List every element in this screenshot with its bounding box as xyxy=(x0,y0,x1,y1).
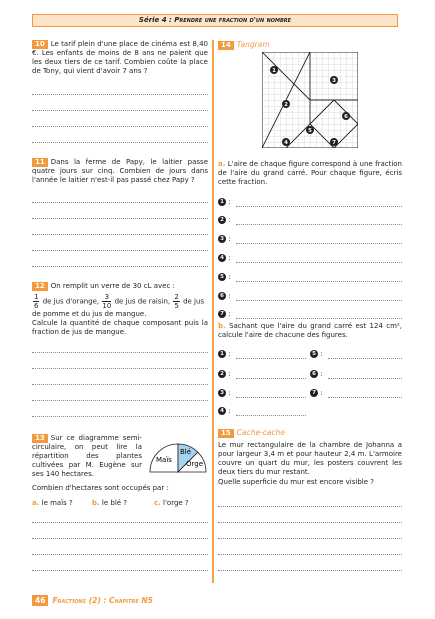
exercise-11 xyxy=(32,158,208,185)
answer-line[interactable] xyxy=(32,234,208,235)
tangram-figure xyxy=(262,52,358,148)
answer-line[interactable] xyxy=(218,570,402,571)
answer-line[interactable] xyxy=(236,397,306,398)
svg-text:3: 3 xyxy=(332,78,336,84)
fraction-raisin: $\frac{3}{10}$ xyxy=(102,293,112,310)
fraction-orange-label: de jus d'orange, xyxy=(42,297,100,306)
exercise-number: 14 xyxy=(218,41,234,50)
exercise-title: Tangram xyxy=(236,40,270,49)
exercise-15-heading xyxy=(218,428,285,438)
answer-line[interactable] xyxy=(32,352,208,353)
answer-line[interactable] xyxy=(236,262,402,263)
exercise-10 xyxy=(32,40,208,76)
fraction-raisin-label: de jus de raisin, xyxy=(114,297,171,306)
semicircle-diagram xyxy=(146,436,210,476)
answer-line[interactable] xyxy=(32,94,208,95)
answer-line[interactable] xyxy=(32,570,208,571)
fraction-pomme: $\frac{2}{5}$ xyxy=(174,293,179,310)
option-b: b. le blé ? xyxy=(92,499,128,507)
answer-line[interactable] xyxy=(32,400,208,401)
answer-line[interactable] xyxy=(32,250,208,251)
answer-a-7[interactable]: 7 : xyxy=(218,310,231,319)
svg-text:7: 7 xyxy=(332,140,336,146)
answer-line[interactable] xyxy=(32,384,208,385)
answer-b-5[interactable]: 5 : xyxy=(310,350,323,359)
exercise-number: 10 xyxy=(32,40,48,49)
answer-a-3[interactable]: 3 : xyxy=(218,235,231,244)
question-a: a. L'aire de chaque figure correspond à une fraction de l'aire du grand carré. Pour chaque figure, écris cette fraction. xyxy=(218,160,402,186)
exercise-text: Dans la ferme de Papy, le laitier passe quatre jours sur cinq. Combien de jours dans l'année le laitier n'est-il pas passé chez Papy ? xyxy=(32,158,208,184)
legend-ble: Blé xyxy=(180,448,192,456)
exercise-question: Calcule la quantité de chaque composant puis la fraction de jus de mangue. xyxy=(32,319,208,336)
answer-line[interactable] xyxy=(236,358,306,359)
answer-line[interactable] xyxy=(32,142,208,143)
svg-text:4: 4 xyxy=(284,140,288,146)
answer-line[interactable] xyxy=(32,218,208,219)
exercise-number: 11 xyxy=(32,158,48,167)
answer-line[interactable] xyxy=(218,554,402,555)
exercise-number: 13 xyxy=(32,434,48,443)
answer-line[interactable] xyxy=(32,368,208,369)
header-serie: Série 4 : xyxy=(138,16,172,24)
answer-line[interactable] xyxy=(236,243,402,244)
answer-line[interactable] xyxy=(236,318,402,319)
column-divider xyxy=(212,40,214,583)
page-footer xyxy=(32,595,153,606)
answer-line[interactable] xyxy=(32,416,208,417)
answer-line[interactable] xyxy=(32,126,208,127)
question-b: b. Sachant que l'aire du grand carré est 124 cm², calcule l'aire de chacune des figures. xyxy=(218,322,402,339)
exercise-text: Sur ce diagramme semi-circulaire, on peut lire la répartition des plantes cultivées par M. Eugène sur ses 140 hectares. xyxy=(32,434,142,478)
answer-b-3[interactable]: 3 : xyxy=(218,389,231,398)
question-b-text: Sachant que l'aire du grand carré est 124 cm², calcule l'aire de chacune des figures. xyxy=(218,322,402,339)
answer-line[interactable] xyxy=(32,202,208,203)
fraction-orange: $\frac{1}{6}$ xyxy=(34,293,39,310)
answer-b-7[interactable]: 7 : xyxy=(310,389,323,398)
exercise-text: Le mur rectangulaire de la chambre de Johanna a pour largeur 3,4 m et pour hauteur 2,4 m. L'armoire couvre un quart du mur, les posters couvrent les deux tiers du mur restant. xyxy=(218,441,402,476)
svg-text:6: 6 xyxy=(344,114,348,120)
answer-line[interactable] xyxy=(32,266,208,267)
answer-line[interactable] xyxy=(32,554,208,555)
exercise-15-text xyxy=(218,441,402,487)
svg-text:5: 5 xyxy=(308,128,312,134)
legend-orge: Orge xyxy=(186,460,204,468)
answer-line[interactable] xyxy=(236,378,306,379)
header-title: Prendre une fraction d'un nombre xyxy=(174,16,292,24)
page-number: 46 xyxy=(32,595,48,606)
answer-line[interactable] xyxy=(236,206,402,207)
answer-line[interactable] xyxy=(328,358,402,359)
answer-line[interactable] xyxy=(32,110,208,111)
exercise-number: 15 xyxy=(218,429,234,438)
legend-mais: Maïs xyxy=(156,456,172,464)
answer-a-1[interactable]: 1 : xyxy=(218,198,231,207)
exercise-13-question: Combien d'hectares sont occupés par : xyxy=(32,484,169,492)
answer-line[interactable] xyxy=(236,224,402,225)
answer-b-1[interactable]: 1 : xyxy=(218,350,231,359)
answer-b-4[interactable]: 4 : xyxy=(218,407,231,416)
chapter-title: Fractions (2) : Chapitre N5 xyxy=(52,596,153,605)
answer-b-2[interactable]: 2 : xyxy=(218,370,231,379)
exercise-question: Quelle superficie du mur est encore visible ? xyxy=(218,478,374,486)
svg-text:1: 1 xyxy=(272,68,276,74)
exercise-12 xyxy=(32,282,208,337)
exercise-text: Le tarif plein d'une place de cinéma est 8,40 €. Les enfants de moins de 8 ans ne paient que les deux tiers de ce tarif. Combien coûte la place de Tony, qui vient d'avoir 7 ans ? xyxy=(32,40,208,75)
answer-a-6[interactable]: 6 : xyxy=(218,292,231,301)
answer-line[interactable] xyxy=(218,538,402,539)
answer-line[interactable] xyxy=(328,397,402,398)
answer-line[interactable] xyxy=(32,522,208,523)
svg-text:2: 2 xyxy=(284,102,288,108)
answer-line[interactable] xyxy=(236,415,306,416)
answer-a-5[interactable]: 5 : xyxy=(218,273,231,282)
exercise-title: Cache-cache xyxy=(236,428,285,437)
exercise-line2: de pomme et du jus de mangue. xyxy=(32,310,147,318)
fraction-pomme-label: de jus xyxy=(183,297,205,306)
exercise-number: 12 xyxy=(32,282,48,291)
answer-a-4[interactable]: 4 : xyxy=(218,254,231,263)
exercise-14-heading xyxy=(218,40,270,50)
answer-line[interactable] xyxy=(328,378,402,379)
option-a: a. le maïs ? xyxy=(32,499,73,507)
answer-line[interactable] xyxy=(236,281,402,282)
option-c: c. l'orge ? xyxy=(154,499,189,507)
answer-line[interactable] xyxy=(32,538,208,539)
exercise-13 xyxy=(32,434,142,479)
answer-line[interactable] xyxy=(218,522,402,523)
exercise-intro: On remplit un verre de 30 cL avec : xyxy=(50,282,175,290)
page-header xyxy=(32,14,398,27)
answer-line[interactable] xyxy=(218,506,402,507)
answer-b-6[interactable]: 6 : xyxy=(310,370,323,379)
question-a-text: L'aire de chaque figure correspond à une fraction de l'aire du grand carré. Pour chaque figure, écris cette fraction. xyxy=(218,160,402,186)
answer-a-2[interactable]: 2 : xyxy=(218,216,231,225)
answer-line[interactable] xyxy=(236,300,402,301)
